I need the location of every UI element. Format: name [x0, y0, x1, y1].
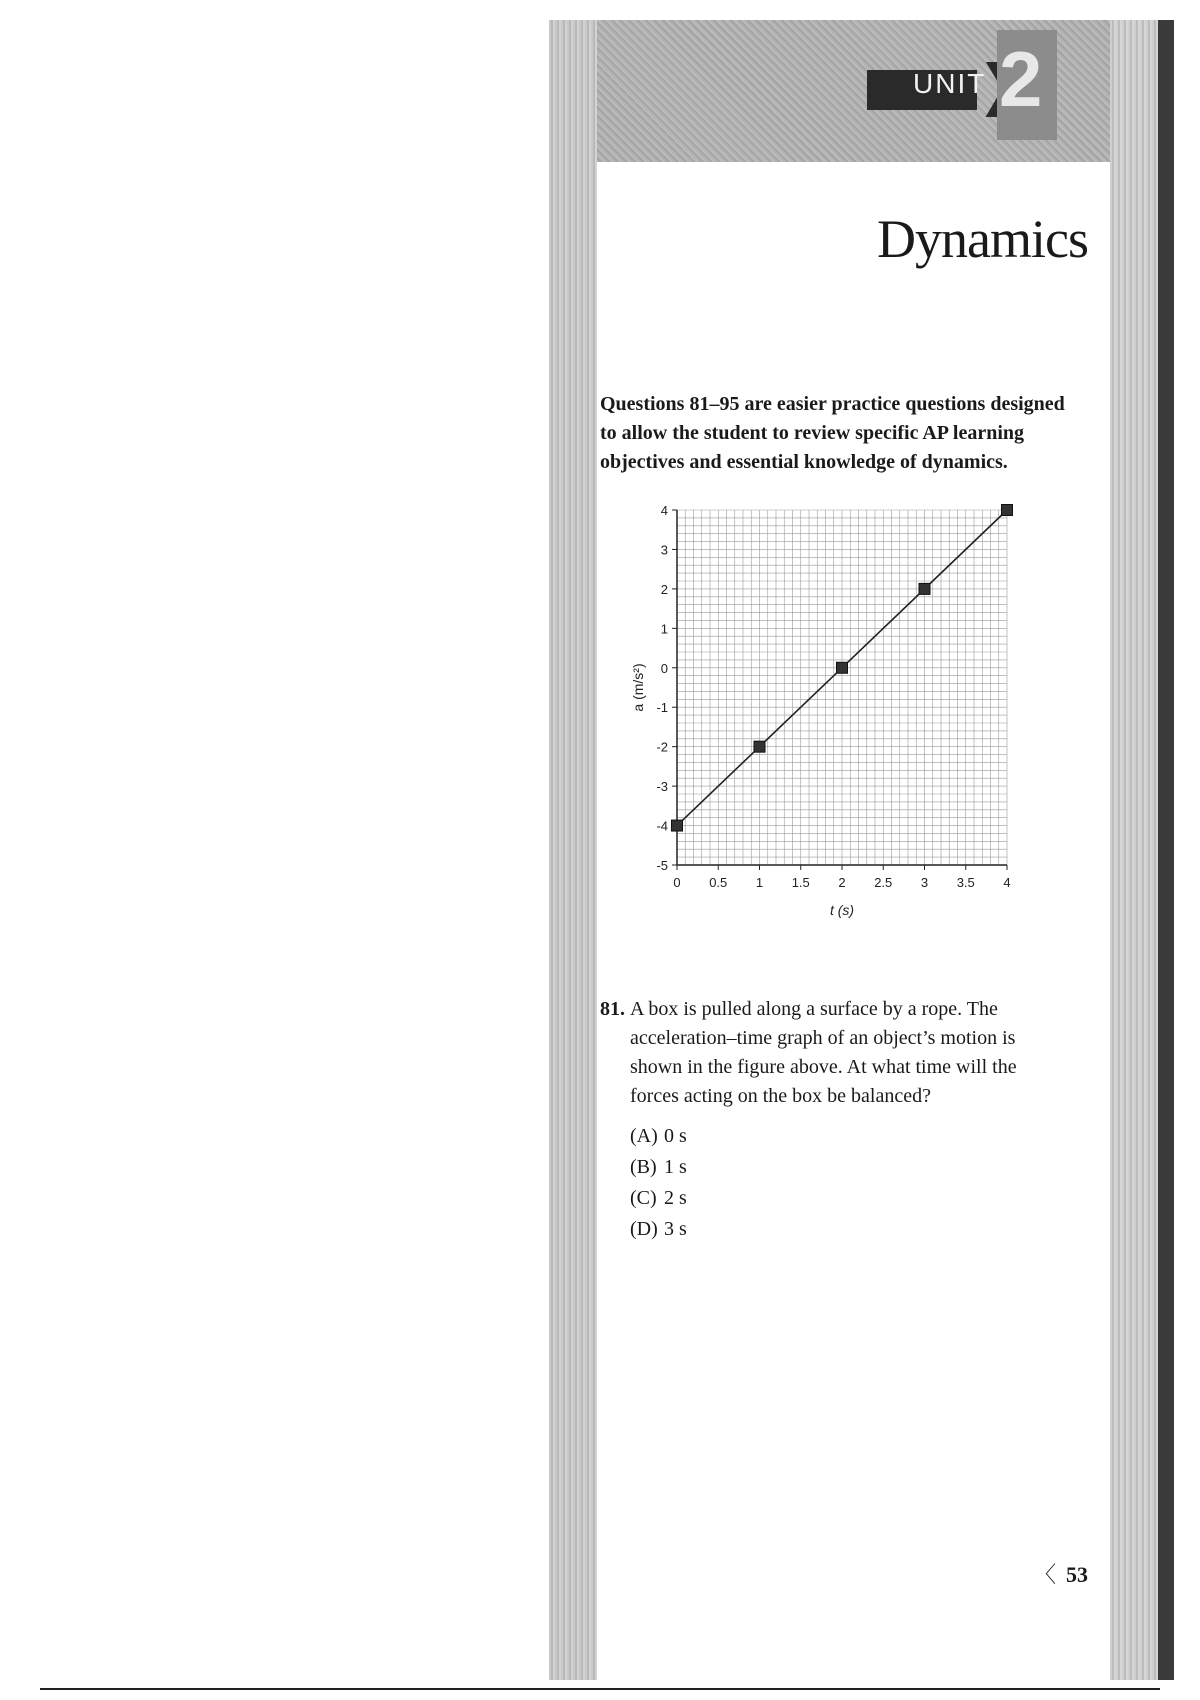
- question-number: 81.: [600, 998, 625, 1020]
- y-tick-label: -4: [656, 818, 668, 834]
- page-number-value: 53: [1066, 1562, 1088, 1587]
- choice-c: [630, 1183, 1070, 1214]
- bottom-rule: [40, 1688, 1160, 1690]
- binding-gutter-left: [549, 20, 597, 1680]
- x-tick-label: 0: [673, 875, 681, 890]
- question-text: A box is pulled along a surface by a rope. The acceleration–time graph of an object’s motion is shown in the figure above. At what time will the forces acting on the box be balanced?: [630, 998, 1017, 1107]
- x-axis-label: t (s): [829, 902, 855, 918]
- x-tick-label: 3.5: [956, 875, 975, 890]
- intro-paragraph: Questions 81–95 are easier practice questions designed to allow the student to review specific AP learning objectives and essential knowledge of dynamics.: [600, 393, 1065, 473]
- choice-text: 2 s: [664, 1187, 687, 1209]
- x-tick-label: 1: [755, 875, 764, 890]
- y-tick-label: 1: [660, 621, 668, 637]
- data-point-marker: [754, 741, 765, 752]
- data-point-marker: [919, 583, 930, 594]
- y-tick-label: -2: [656, 739, 668, 755]
- x-tick-label: 2: [838, 875, 846, 890]
- y-axis-label: a (m/s²): [630, 663, 646, 712]
- x-tick-label: 3: [920, 875, 929, 890]
- data-point-marker: [1002, 505, 1013, 516]
- book-page: [597, 20, 1110, 1680]
- unit-banner: [597, 20, 1110, 162]
- choice-letter: (B): [630, 1156, 657, 1178]
- x-tick-label: 4: [1003, 875, 1011, 890]
- x-tick-label: 2.5: [874, 875, 893, 890]
- y-tick-label: -3: [656, 779, 668, 795]
- choice-letter: (A): [630, 1125, 658, 1147]
- x-tick-label: 0.5: [709, 875, 728, 890]
- page-number: [1034, 1558, 1088, 1589]
- page-title: Dynamics: [877, 209, 1088, 269]
- choice-letter: (C): [630, 1187, 657, 1209]
- y-tick-label: 4: [660, 503, 668, 518]
- page-edge-shadow: [1158, 20, 1174, 1680]
- y-tick-label: 3: [660, 542, 668, 558]
- choice-letter: (D): [630, 1218, 658, 1240]
- data-point-marker: [672, 820, 683, 831]
- acceleration-time-chart: [627, 490, 1057, 950]
- unit-label: UNIT: [913, 68, 987, 99]
- choice-text: 3 s: [664, 1218, 687, 1240]
- y-tick-label: -1: [656, 700, 668, 716]
- answer-choices: [630, 1121, 1070, 1245]
- choice-text: 1 s: [664, 1156, 687, 1178]
- choice-text: 0 s: [664, 1125, 687, 1147]
- unit-number: 2: [999, 35, 1043, 123]
- choice-d: [630, 1214, 1070, 1245]
- question-81: [600, 995, 1070, 1245]
- y-tick-label: 2: [660, 581, 668, 597]
- choice-b: [630, 1152, 1070, 1183]
- data-point-marker: [837, 662, 848, 673]
- page-marker-icon: 〈: [1033, 1562, 1056, 1587]
- y-tick-label: 0: [660, 660, 668, 676]
- y-tick-label: -5: [656, 858, 668, 873]
- choice-a: [630, 1121, 1070, 1152]
- binding-gutter-right: [1110, 20, 1158, 1680]
- x-tick-label: 1.5: [791, 875, 810, 890]
